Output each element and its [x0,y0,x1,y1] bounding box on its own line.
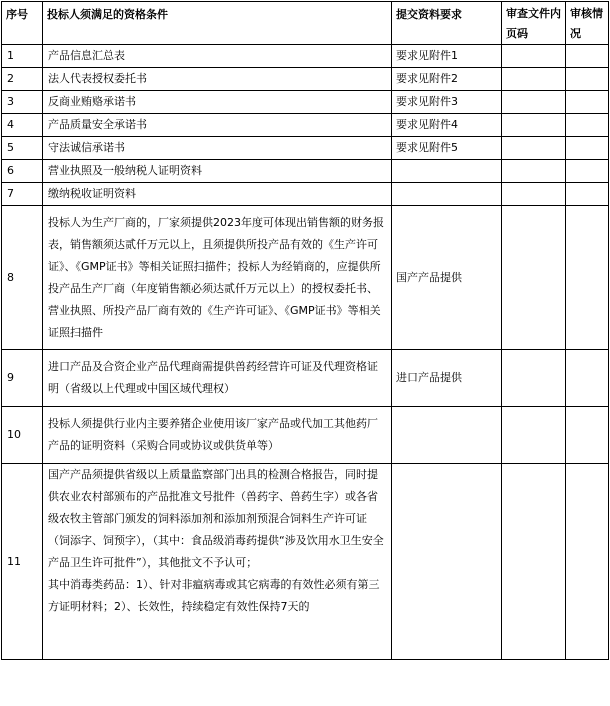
header-requirement: 提交资料要求 [392,2,502,45]
row-review[interactable] [566,68,609,91]
row-condition [43,464,392,660]
condition-text: 缴纳税收证明资料 [48,187,136,200]
condition-text: 产品质量安全承诺书 [48,118,147,131]
condition-text: 投标人须提供行业内主要养猪企业使用该厂家产品或代加工其他药厂产品的证明资料（采购合同或协议或供货单等） [48,417,378,452]
table-row [2,68,609,91]
row-condition [43,350,392,407]
row-requirement [392,160,502,183]
table-row [2,206,609,350]
condition-text: 反商业贿赂承诺书 [48,95,136,108]
table-body [2,45,609,660]
condition-text: 进口产品及合资企业产品代理商需提供兽药经营许可证及代理资格证明（省级以上代理或中国区域代理权） [48,360,378,395]
row-condition [43,114,392,137]
header-page: 审查文件内页码 [502,2,566,45]
row-number: 5 [2,137,43,160]
table-row [2,183,609,206]
row-condition [43,160,392,183]
row-number: 10 [2,407,43,464]
row-review[interactable] [566,45,609,68]
row-review[interactable] [566,464,609,660]
table-row [2,91,609,114]
row-page[interactable] [502,350,566,407]
table-row [2,45,609,68]
row-requirement: 要求见附件5 [392,137,502,160]
condition-text: 产品信息汇总表 [48,49,125,62]
row-review[interactable] [566,137,609,160]
row-number: 11 [2,464,43,660]
row-condition [43,91,392,114]
condition-text: 国产产品须提供省级以上质量监察部门出具的检测合格报告，同时提供农业农村部颁布的产品批准文号批件（兽药字、兽药生字）或各省级农牧主管部门颁发的饲料添加剂和添加剂预混合饲料生产许可证（饲添字、饲预字），（其中：食品级消毒药提供“涉及饮用水卫生安全产品卫生许可批件”），其他批文不予认可； [48,468,384,569]
row-page[interactable] [502,183,566,206]
table-row [2,464,609,660]
row-requirement [392,407,502,464]
header-review: 审核情况 [566,2,609,45]
row-number: 4 [2,114,43,137]
condition-text: 营业执照及一般纳税人证明资料 [48,164,202,177]
table-row [2,160,609,183]
row-review[interactable] [566,160,609,183]
row-number: 9 [2,350,43,407]
row-condition [43,137,392,160]
row-page[interactable] [502,464,566,660]
row-page[interactable] [502,137,566,160]
row-requirement: 国产产品提供 [392,206,502,350]
row-review[interactable] [566,183,609,206]
row-requirement: 要求见附件3 [392,91,502,114]
row-condition [43,183,392,206]
condition-text: 守法诚信承诺书 [48,141,125,154]
row-number: 8 [2,206,43,350]
row-number: 3 [2,91,43,114]
row-page[interactable] [502,68,566,91]
row-review[interactable] [566,114,609,137]
table-row [2,407,609,464]
row-condition [43,206,392,350]
row-condition [43,68,392,91]
row-condition [43,45,392,68]
table-row [2,137,609,160]
condition-text: 投标人为生产厂商的，厂家须提供2023年度可体现出销售额的财务报表，销售额须达贰仟万元以上，且须提供所投产品有效的《生产许可证》、《GMP证书》等相关证照扫描件；投标人为经销商的，应提供所投产品生产厂商（年度销售额必须达贰仟万元以上）的授权委托书、营业执照、所投产品厂商有效的《生产许可证》、《GMP证书》等相关证照扫描件 [48,215,384,339]
row-requirement: 进口产品提供 [392,350,502,407]
qualification-table [1,1,609,660]
header-seq: 序号 [2,2,43,45]
row-number: 2 [2,68,43,91]
row-page[interactable] [502,114,566,137]
row-number: 7 [2,183,43,206]
row-page[interactable] [502,407,566,464]
header-row [2,2,609,45]
row-page[interactable] [502,160,566,183]
row-condition [43,407,392,464]
row-requirement [392,464,502,660]
row-requirement: 要求见附件2 [392,68,502,91]
table-row [2,114,609,137]
row-requirement [392,183,502,206]
row-page[interactable] [502,45,566,68]
condition-text: 其中消毒类药品：1）、针对非瘟病毒或其它病毒的有效性必须有第三方证明材料；2）、长效性，持续稳定有效性保持7天的 [48,578,380,613]
row-number: 6 [2,160,43,183]
row-review[interactable] [566,206,609,350]
row-requirement: 要求见附件4 [392,114,502,137]
condition-text: 法人代表授权委托书 [48,72,147,85]
header-condition: 投标人须满足的资格条件 [43,2,392,45]
row-review[interactable] [566,350,609,407]
row-page[interactable] [502,206,566,350]
row-review[interactable] [566,91,609,114]
row-review[interactable] [566,407,609,464]
row-number: 1 [2,45,43,68]
table-row [2,350,609,407]
row-requirement: 要求见附件1 [392,45,502,68]
row-page[interactable] [502,91,566,114]
